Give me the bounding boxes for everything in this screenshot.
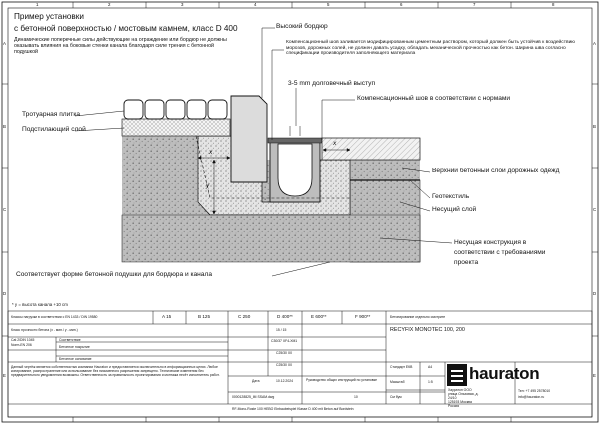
- tb-address-4: 125193 Москва: [448, 400, 472, 404]
- label-support-1: Несущая конструкция в: [454, 239, 527, 246]
- tb-class-f900: F 900**: [355, 314, 371, 319]
- tb-page: 10: [354, 395, 358, 399]
- tb-row2-label: Класс прочности бетона (х - мин./ у - мин.): [11, 328, 78, 332]
- border-number: 1: [36, 2, 39, 7]
- paving-stones: [124, 100, 227, 119]
- footnote: * y = высота канала +10 cm: [12, 302, 68, 307]
- tb-scale-label: Масштаб: [390, 380, 405, 384]
- tb-left-cell: Бетонное основание: [59, 357, 92, 361]
- label-top-concrete: Верхний бетонный слой дорожных одежд: [432, 168, 560, 174]
- tb-instructions: Руководство общих инструкций по установке: [306, 378, 378, 382]
- tb-row2-val: 15 / 15: [276, 328, 287, 332]
- border-letter: B: [593, 124, 596, 129]
- border-letter: A: [593, 41, 596, 46]
- border-number: 7: [473, 2, 476, 7]
- tb-email: info@hauraton.ru: [518, 395, 545, 399]
- tb-class-e600: E 600**: [311, 314, 327, 319]
- tb-address-3: 24/10: [448, 396, 457, 400]
- tb-address-5: Россия: [448, 404, 460, 408]
- company-name: hauraton: [469, 364, 540, 383]
- label-geotextile: Геотекстиль: [432, 193, 470, 200]
- border-letter: D: [593, 291, 597, 296]
- tb-address-1: Хауратон ООО: [448, 388, 472, 392]
- tb-class-a15: A 15: [162, 314, 172, 319]
- border-letter: E: [593, 373, 596, 378]
- drawing-title-line-1: Пример установки: [14, 12, 84, 21]
- border-number: 2: [108, 2, 111, 7]
- label-high-curb: Высокий бордюр: [276, 23, 328, 30]
- tb-left-cell: Бетонное покрытие: [59, 345, 90, 349]
- tb-note-right: Бетонирование отдельно смотрите: [390, 315, 446, 319]
- border-number: 6: [400, 2, 403, 7]
- label-bearing: Несущий слой: [432, 206, 477, 213]
- border-number: 5: [327, 2, 330, 7]
- tb-legal-text: Данный чертёж является собственностью компании Hauraton и предоставляется исключительно в информационных целях. Любое копирование, распространение или использование без письменного разрешения запрещено. Технические изменения без предварительного уведомления возможны. Ответственность за правильность проектирования и монтажа несёт исполнитель работ.: [11, 365, 220, 377]
- label-support-2: соответствии с требованиями: [454, 249, 546, 256]
- tb-address-2: улица Ольховая, д.: [448, 392, 479, 396]
- tb-date: 10.12.2024: [276, 379, 293, 383]
- drawing-title-line-2: с бетонной поверхностью / мостовым камнем, класс D 400: [14, 24, 238, 33]
- tb-format-label: См бум: [390, 395, 402, 399]
- tb-code-3: C25/30 X0: [276, 363, 293, 367]
- label-gap: 3-5 mm долговечный выступ: [288, 80, 376, 87]
- border-letter: D: [3, 291, 7, 296]
- border-letter: E: [3, 373, 6, 378]
- border-number: 8: [552, 2, 555, 7]
- border-number: 3: [181, 2, 184, 7]
- tb-code-1: C30/37 XF4-XM1: [271, 339, 298, 343]
- tb-row1-label: Классы нагрузки в соответствии с EN 1433 / DIN 19580: [11, 315, 98, 319]
- label-bedding: Подстилающий слой: [22, 126, 86, 133]
- tb-product: RECYFIX MONOTEC 100, 200: [390, 327, 465, 333]
- dim-x-left: x: [209, 149, 213, 156]
- label-comp-joint-note: Компенсационный шов заливается модифицированным цементным раствором, который должен быть устойчив к воздействию морозов, дорожных солей, не должен давать усадку, обладать механической прочностью как бетон. Ширина шва согласно спецификации производителя заполняющего материала: [286, 40, 575, 57]
- border-letter: C: [3, 207, 7, 212]
- label-bottom-note: Соответствует форме бетонной подушки для бордюра и канала: [16, 271, 212, 278]
- border-letter: B: [3, 124, 6, 129]
- hauraton-logo: [447, 364, 467, 386]
- tb-scale: 1:5: [428, 380, 433, 384]
- tb-left-cell: Соответствие: [59, 338, 81, 342]
- border-number: 4: [254, 2, 257, 7]
- high-curb: [231, 96, 267, 182]
- tb-doc-id: 0000128825_IM SSAM.dwg: [232, 395, 275, 399]
- tb-code-2: C25/30 X0: [276, 351, 293, 355]
- label-support-3: проекта: [454, 259, 479, 266]
- border-letter: C: [593, 207, 597, 212]
- dim-y: y: [206, 182, 210, 189]
- tb-left-cell: Norm-EN 206: [11, 343, 32, 347]
- tb-class-b125: B 125: [198, 314, 211, 319]
- tb-class-d400: D 400**: [277, 314, 293, 319]
- label-joint-norms: Компенсационный шов в соответствии с нормами: [357, 95, 511, 102]
- tb-stamp-label: Стандарт ЕКВ: [390, 365, 413, 369]
- tb-phone: Тел: +7 495 2578010: [518, 389, 551, 393]
- tb-stamp-val: A4: [428, 365, 433, 369]
- top-concrete-slab: [322, 138, 420, 160]
- dim-x-right: x: [333, 140, 337, 147]
- label-paving: Тротуарная плитка: [22, 111, 81, 118]
- tb-filename: RF-Mono-Roste 100 HEBO Einbaubeispiel Klasse D 400 mit Beton auf Bordstein: [232, 407, 354, 411]
- tb-class-c250: C 250: [238, 314, 251, 319]
- tb-left-cell: Cat 2/DIN 1045: [11, 338, 35, 342]
- drawing-subtitle: Динамические поперечные силы действующие на ограждение или бордюр не должны оказывать влияния на боковые стенки канала благодаря силе трения с бетонной подушкой: [14, 37, 227, 56]
- border-letter: A: [3, 41, 6, 46]
- tb-date-label: Дата: [252, 379, 260, 383]
